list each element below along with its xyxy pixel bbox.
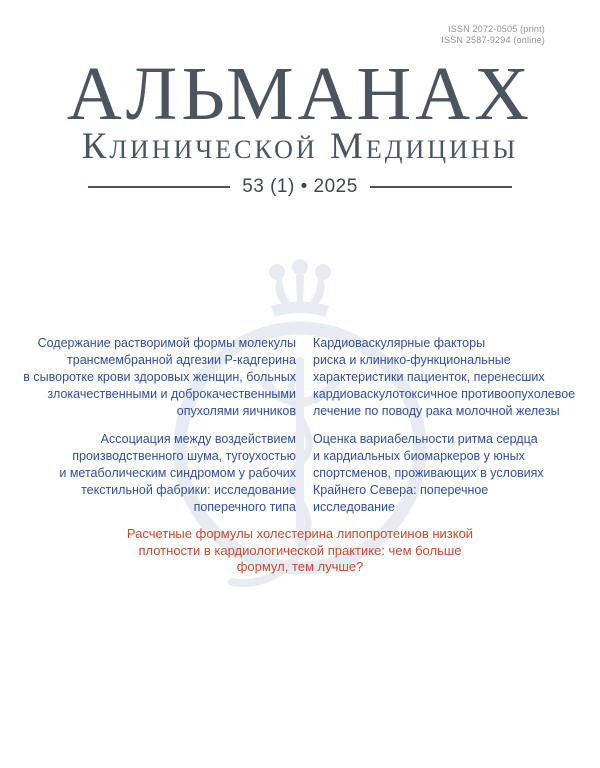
article-title-line: кардиоваскулотоксичное противоопухолевое (313, 387, 576, 401)
article-title-line: трансмембранной адгезии Р-кадгерина (67, 353, 296, 367)
issn-block (441, 24, 545, 46)
crown-icon (269, 259, 331, 317)
toc (0, 335, 600, 576)
issn-print-label: ISSN 2072-0505 (print) (448, 24, 545, 34)
journal-subtitle: Клинической Медицины (81, 126, 519, 167)
article-title-line: злокачественными и доброкачественными (47, 387, 296, 401)
article-title-noise-metabolic-syndrome (0, 431, 300, 516)
article-title-line: опухолями яичников (176, 404, 296, 418)
toc-row-1 (0, 335, 600, 420)
article-title-line: спортсменов, проживающих в условиях (313, 466, 544, 480)
issue-rule-right (370, 186, 512, 188)
journal-title: АЛЬМАНАХ (66, 52, 534, 136)
article-title-line: риска и клинико-функциональные (313, 353, 511, 367)
issue-rule-left (88, 186, 230, 188)
article-title-line: Ассоциация между воздействием (100, 432, 296, 446)
article-title-line: Кардиоваскулярные факторы (313, 336, 486, 350)
article-title-line: текстильной фабрики: исследование (81, 483, 296, 497)
issue-number: 53 (1) • 2025 (242, 176, 358, 197)
article-title-line: характеристики пациенток, перенесших (313, 370, 545, 384)
article-title-line: плотности в кардиологической практике: чем больше (138, 542, 462, 558)
article-title-cardiovascular-risk (300, 335, 600, 420)
article-title-line: исследование (313, 500, 395, 514)
article-title-line: производственного шума, тугоухостью (72, 449, 296, 463)
article-title-line: и кардиальных биомаркеров у юных (313, 449, 525, 463)
article-title-line: в сыворотке крови здоровых женщин, больных (23, 370, 296, 384)
issue-row (88, 175, 512, 199)
article-title-line: поперечного типа (193, 500, 296, 514)
article-title-ldl-cholesterol-formulas (0, 526, 600, 576)
article-title-line: Содержание растворимой формы молекулы (37, 336, 296, 350)
article-title-heart-rate-variability (300, 431, 600, 516)
article-title-ovarian-tumors (0, 335, 300, 420)
article-title-line: лечение по поводу рака молочной железы (313, 404, 560, 418)
issn-online-label: ISSN 2587-9294 (online) (441, 35, 545, 45)
article-title-line: Расчетные формулы холестерина липопротеинов низкой (126, 526, 474, 541)
article-title-line: формул, тем лучше? (236, 559, 364, 574)
article-title-line: Крайнего Севера: поперечное (313, 483, 489, 497)
article-title-line: Оценка вариабельности ритма сердца (313, 432, 538, 446)
article-title-line: и метаболическим синдромом у рабочих (59, 466, 296, 480)
toc-row-2 (0, 431, 600, 516)
